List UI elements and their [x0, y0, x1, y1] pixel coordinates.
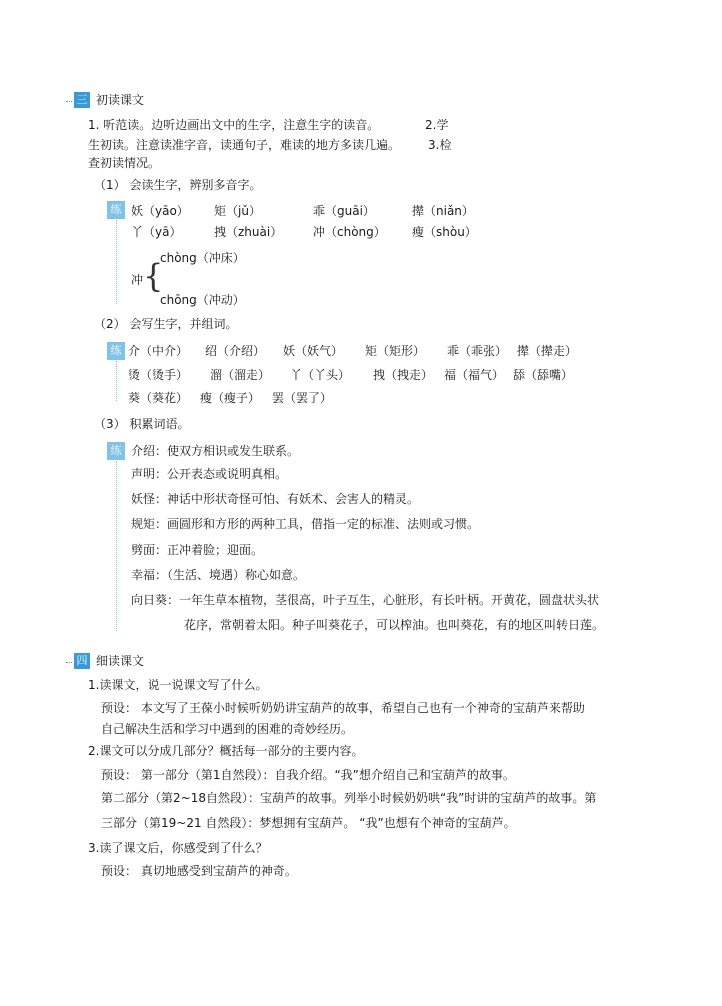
question: 1.读课文，说一说课文写了什么。	[88, 678, 268, 692]
polyphone-reading: chōng（冲动）	[160, 293, 245, 307]
vocab-entry: 劈面：正冲着脸；迎面。	[131, 543, 264, 557]
section-number-badge: 三	[74, 92, 90, 108]
word-item: 瘦（瘦子）	[200, 391, 261, 405]
section-number-badge: 四	[74, 653, 90, 669]
answer-line: 三部分（第19~21 自然段）：梦想拥有宝葫芦。 “我”也想有个神奇的宝葫芦。	[101, 816, 516, 830]
answer-line: 预设： 第一部分（第1自然段）：自我介绍。“我”想介绍自己和宝葫芦的故事。	[101, 768, 515, 782]
question: 3.读了课文后，你感受到了什么？	[88, 841, 268, 855]
word-item: 绍（介绍）	[205, 344, 266, 358]
word-item: 妖（妖气）	[283, 344, 344, 358]
word-item: 矩（矩形）	[365, 344, 426, 358]
section-header-4	[74, 653, 214, 671]
word-item: 罢（罢了）	[272, 391, 333, 405]
practice-badge: 练	[107, 342, 125, 360]
polyphone-char: 冲	[131, 273, 144, 287]
practice-divider	[116, 220, 117, 304]
answer-line: 预设： 本文写了王葆小时候听奶奶讲宝葫芦的故事，希望自己也有一个神奇的宝葫芦来帮助	[101, 701, 585, 715]
sub-heading-1: （1） 会读生字，辨别多音字。	[94, 178, 262, 192]
pinyin-item: 瘦（shòu）	[412, 225, 477, 239]
paragraph-line: 查初读情况。	[88, 156, 161, 170]
practice-badge: 练	[107, 201, 125, 219]
paragraph-line: 2.学	[425, 118, 449, 132]
pinyin-item: 拽（zhuài）	[214, 225, 283, 239]
answer-line: 预设： 真切地感受到宝葫芦的神奇。	[101, 864, 297, 878]
word-item: 舔（舔嘴）	[513, 368, 574, 382]
vocab-entry-continued: 花序，常朝着太阳。种子叫葵花子，可以榨油。也叫葵花，有的地区叫转日莲。	[184, 618, 605, 632]
vocab-entry: 幸福：（生活、境遇）称心如意。	[131, 568, 306, 582]
word-item: 丫（丫头）	[290, 368, 351, 382]
word-item: 葵（葵花）	[128, 391, 189, 405]
pinyin-item: 妖（yāo）	[131, 204, 189, 218]
vocab-entry: 妖怪：神话中形状奇怪可怕、有妖术、会害人的精灵。	[131, 492, 420, 506]
word-item: 介（中介）	[128, 344, 189, 358]
brace: {	[143, 257, 164, 295]
vocab-entry: 声明：公开表态或说明真相。	[131, 467, 288, 481]
answer-line: 第二部分（第2~18自然段）：宝葫芦的故事。列举小时候奶奶哄“我”时讲的宝葫芦的故事。第	[101, 791, 597, 805]
polyphone-reading: chòng（冲床）	[160, 251, 245, 265]
section-title: 细读课文	[96, 654, 145, 668]
pinyin-item: 乖（guāi）	[313, 204, 375, 218]
word-item: 溜（溜走）	[210, 368, 271, 382]
sub-heading-3: （3） 积累词语。	[94, 417, 190, 431]
word-item: 拽（拽走）	[373, 368, 434, 382]
word-item: 福（福气）	[444, 368, 505, 382]
paragraph-line: 3.检	[428, 138, 452, 152]
word-item: 撵（撵走）	[517, 344, 578, 358]
pinyin-item: 冲（chòng）	[313, 225, 386, 239]
section-header-3	[74, 92, 214, 110]
answer-line: 自己解决生活和学习中遇到的困难的奇妙经历。	[101, 722, 354, 736]
paragraph-line: 生初读。注意读准字音，读通句子，难读的地方多读几遍。	[88, 138, 401, 152]
word-item: 烫（烫手）	[128, 368, 189, 382]
pinyin-item: 丫（yā）	[131, 225, 182, 239]
pinyin-item: 撵（niǎn）	[412, 204, 474, 218]
section-title: 初读课文	[96, 93, 145, 107]
paragraph-line: 1. 听范读。边听边画出文中的生字，注意生字的读音。	[88, 118, 380, 132]
vocab-entry: 规矩：画圆形和方形的两种工具，借指一定的标准、法则或习惯。	[131, 517, 480, 531]
vocab-entry: 介绍：使双方相识或发生联系。	[131, 444, 300, 458]
sub-heading-2: （2） 会写生字，并组词。	[94, 317, 238, 331]
practice-divider	[116, 461, 117, 631]
pinyin-item: 矩（jǔ）	[214, 204, 261, 218]
practice-badge: 练	[107, 442, 125, 460]
practice-divider	[116, 361, 117, 401]
header-dash	[66, 662, 72, 663]
word-item: 乖（乖张）	[447, 344, 508, 358]
question: 2.课文可以分成几部分？概括每一部分的主要内容。	[88, 744, 364, 758]
vocab-entry: 向日葵：一年生草本植物，茎很高，叶子互生，心脏形，有长叶柄。开黄花，圆盘状头状	[131, 593, 600, 607]
header-dash	[66, 101, 72, 102]
